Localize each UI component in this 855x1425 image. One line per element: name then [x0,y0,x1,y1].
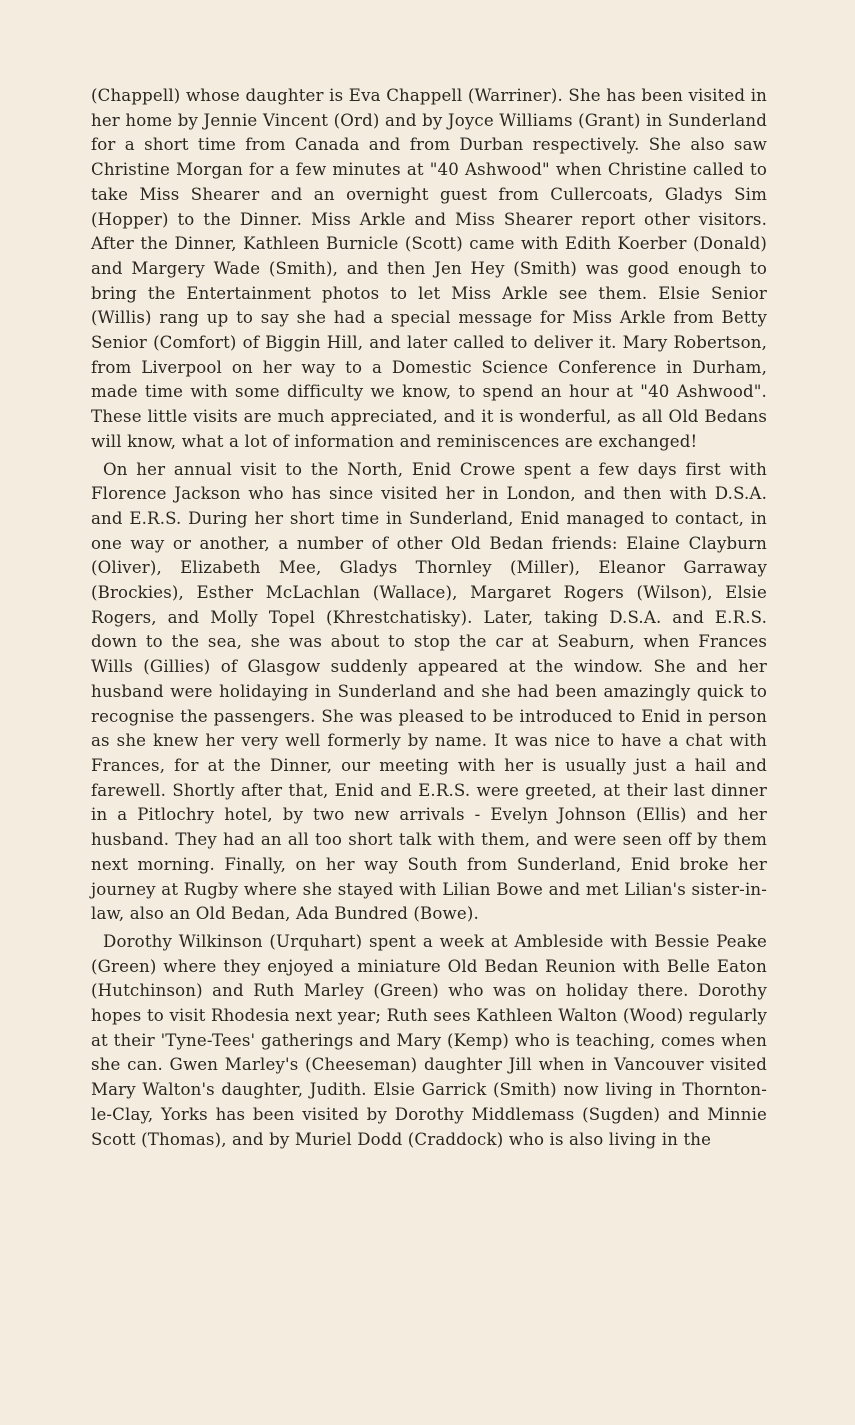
paragraph-enid-crowe: On her annual visit to the North, Enid Crowe spent a few days first with Florence Jackson who has since visited her in London, and then with D.S.A. and E.R.S. During her short time in Sunderland, Enid managed to contact, in one way or another, a number of other Old Bedan friends: Elaine Clayburn (Oliver), Elizabeth Mee, Gladys Thornley (Miller), Eleanor Garraway (Brockies), Esther McLachlan (Wallace), Margaret Rogers (Wilson), Elsie Rogers, and Molly Topel (Khrestchatisky). Later, taking D.S.A. and E.R.S. down to the sea, she was about to stop the car at Seaburn, when Frances Wills (Gillies) of Glasgow suddenly appeared at the window. She and her husband were holidaying in Sunderland and she had been amazingly quick to recognise the passengers. She was pleased to be introduced to Enid in person as she knew her very well formerly by name. It was nice to have a chat with Frances, for at the Dinner, our meeting with her is usually just a hail and farewell. Shortly after that, Enid and E.R.S. were greeted, at their last dinner in a Pitlochry hotel, by two new arrivals - Evelyn Johnson (Ellis) and her husband. They had an all too short talk with them, and were seen off by them next morning. Finally, on her way South from Sunderland, Enid broke her journey at Rugby where she stayed with Lilian Bowe and met Lilian's sister-in-law, also an Old Bedan, Ada Bundred (Bowe). [91,459,767,924]
paragraph-dorothy-wilkinson: Dorothy Wilkinson (Urquhart) spent a week at Ambleside with Bessie Peake (Green) where they enjoyed a miniature Old Bedan Reunion with Belle Eaton (Hutchinson) and Ruth Marley (Green) who was on holiday there. Dorothy hopes to visit Rhodesia next year; Ruth sees Kathleen Walton (Wood) regularly at their 'Tyne-Tees' gatherings and Mary (Kemp) who is teaching, comes when she can. Gwen Marley's (Cheeseman) daughter Jill when in Vancouver visited Mary Walton's daughter, Judith. Elsie Garrick (Smith) now living in Thornton-le-Clay, Yorks has been visited by Dorothy Middlemass (Sugden) and Minnie Scott (Thomas), and by Muriel Dodd (Craddock) who is also living in the [91,931,767,1149]
body-text [91,84,767,1152]
paragraph-continuation: (Chappell) whose daughter is Eva Chappell (Warriner). She has been visited in her home by Jennie Vincent (Ord) and by Joyce Williams (Grant) in Sunderland for a short time from Canada and from Durban respectively. She also saw Christine Morgan for a few minutes at "40 Ashwood" when Christine called to take Miss Shearer and an overnight guest from Cullercoats, Gladys Sim (Hopper) to the Dinner. Miss Arkle and Miss Shearer report other visitors. After the Dinner, Kathleen Burnicle (Scott) came with Edith Koerber (Donald) and Margery Wade (Smith), and then Jen Hey (Smith) was good enough to bring the Entertainment photos to let Miss Arkle see them. Elsie Senior (Willis) rang up to say she had a special message for Miss Arkle from Betty Senior (Comfort) of Biggin Hill, and later called to deliver it. Mary Robertson, from Liverpool on her way to a Domestic Science Conference in Durham, made time with some difficulty we know, to spend an hour at "40 Ashwood". These little visits are much appreciated, and it is wonderful, as all Old Bedans will know, what a lot of information and reminiscences are exchanged! [91,86,767,451]
